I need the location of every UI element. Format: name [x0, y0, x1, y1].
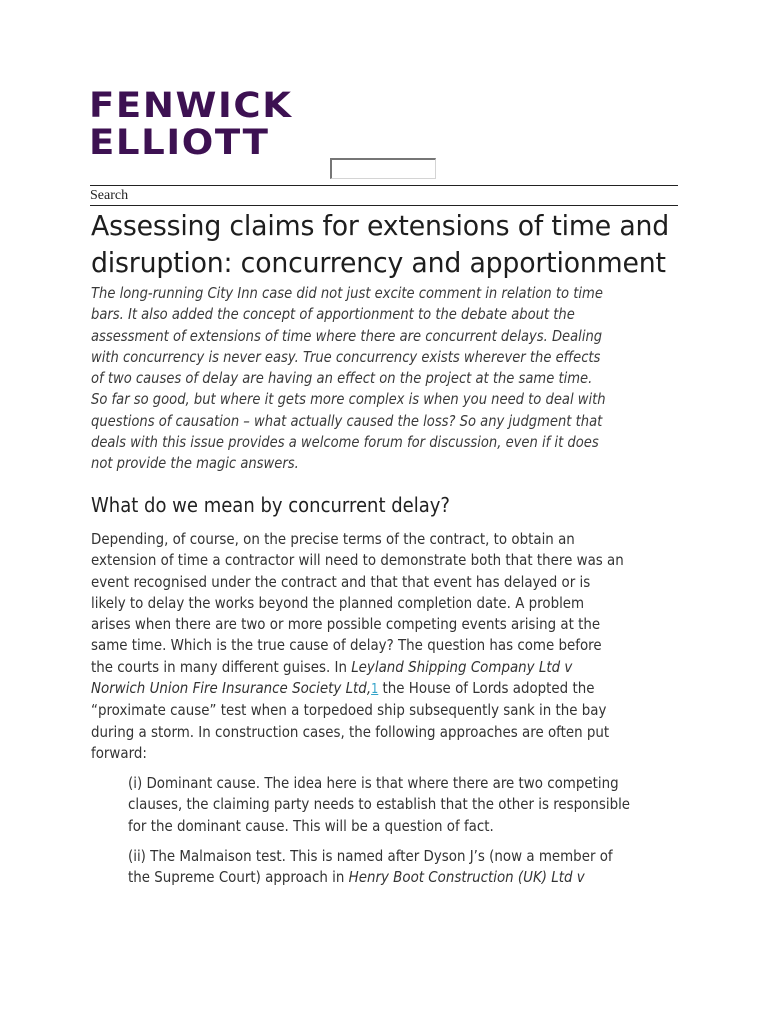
case-citation-henry-boot: Henry Boot Construction (UK) Ltd v [348, 868, 585, 887]
approach-line: (i) Dominant cause. The idea here is that where there are two competing [128, 774, 619, 792]
paragraph-line: Depending, of course, on the precise terms of the contract, to obtain an [91, 530, 575, 548]
intro-line: bars. It also added the concept of apportionment to the debate about the [91, 305, 575, 324]
search-divider-top [90, 185, 678, 186]
article-intro [91, 283, 679, 475]
intro-line: deals with this issue provides a welcome forum for discussion, even if it does [91, 433, 599, 452]
search-input[interactable] [330, 158, 436, 179]
section-heading-text: What do we mean by concurrent delay? [91, 493, 450, 517]
paragraph-line: same time. Which is the true cause of delay? The question has come before [91, 636, 602, 655]
paragraph-line: during a storm. In construction cases, the following approaches are often put [91, 722, 610, 741]
approach-line: clauses, the claiming party needs to establish that the other is responsible [128, 795, 631, 814]
intro-line: The long-running City Inn case did not just excite comment in relation to time [91, 284, 603, 302]
section-paragraph [91, 529, 707, 764]
intro-line: assessment of extensions of time where there are concurrent delays. Dealing [91, 326, 603, 345]
paragraph-line: “proximate cause” test when a torpedoed ship subsequently sank in the bay [91, 701, 607, 720]
intro-line: questions of causation – what actually caused the loss? So any judgment that [91, 411, 603, 430]
paragraph-line: event recognised under the contract and that that event has delayed or is [91, 572, 591, 591]
intro-line: So far so good, but where it gets more complex is when you need to deal with [91, 390, 606, 409]
paragraph-line: forward: [91, 743, 147, 762]
title-line-1: Assessing claims for extensions of time and [91, 209, 670, 242]
section-heading [91, 491, 490, 519]
logo-line-2: ELLIOTT [89, 123, 270, 163]
approach-malmaison-test [128, 846, 688, 889]
fenwick-elliott-logo[interactable] [89, 86, 293, 163]
paragraph-text: the courts in many different guises. In [91, 657, 352, 676]
intro-line: with concurrency is never easy. True concurrency exists wherever the effects [91, 347, 601, 366]
approach-line [128, 867, 613, 888]
intro-line: of two causes of delay are having an effect on the project at the same time. [91, 369, 593, 388]
search-label[interactable]: Search [90, 188, 129, 203]
title-line-2: disruption: concurrency and apportionment [91, 246, 666, 279]
paragraph-line: likely to delay the works beyond the planned completion date. A problem [91, 593, 585, 612]
case-citation-norwich: Norwich Union Fire Insurance Society Ltd [91, 679, 367, 698]
paragraph-line [91, 657, 624, 678]
paragraph-line: extension of time a contractor will need to demonstrate both that there was an [91, 551, 624, 570]
case-citation-leyland: Leyland Shipping Company Ltd v [351, 657, 573, 676]
approach-line: (ii) The Malmaison test. This is named after Dyson J’s (now a member of [128, 847, 613, 865]
intro-line: not provide the magic answers. [91, 454, 299, 473]
search-divider-bottom [90, 205, 678, 206]
logo-line-1: FENWICK [89, 86, 293, 126]
page-title [91, 207, 696, 281]
approach-dominant-cause [128, 773, 708, 837]
paragraph-line: arises when there are two or more possible competing events arising at the [91, 615, 601, 634]
paragraph-line [91, 678, 624, 700]
paragraph-text: the House of Lords adopted the [378, 679, 595, 698]
footnote-link-1[interactable]: 1 [371, 682, 379, 698]
comma: , [366, 679, 372, 698]
approach-text: the Supreme Court) approach in [128, 868, 349, 887]
approach-line: for the dominant cause. This will be a question of fact. [128, 816, 494, 835]
